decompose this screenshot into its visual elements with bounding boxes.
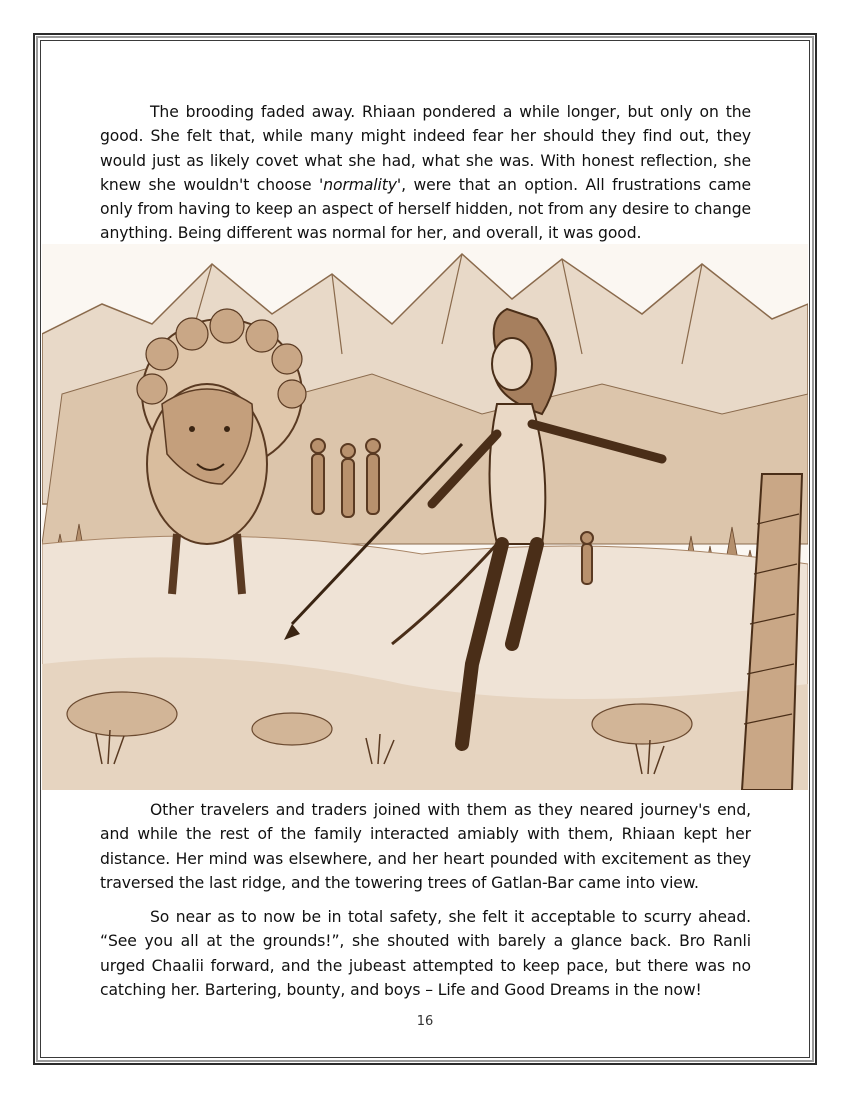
paragraph-brooding bbox=[100, 100, 751, 246]
page-number: 16 bbox=[416, 1014, 434, 1029]
paragraph-scurry-ahead: So near as to now be in total safety, she felt it acceptable to scurry ahead. “See you all at the grounds!”, she shouted with barely a glance back. Bro Ranli urged Chaalii forward, and the jubeast attempted to keep pace, but there was no catching her. Bartering, bounty, and boys – Life and Good Dreams in the now! bbox=[100, 908, 751, 1000]
paragraph-brooding-part-a: The brooding faded away. Rhiaan pondered a while longer, but only on the good. She felt that, while many might indeed fear her should they find out, they would just as likely covet what she had, what she was. With honest reflection, she knew she wouldn't choose bbox=[100, 103, 751, 194]
paragraph-travelers: Other travelers and traders joined with them as they neared journey's end, and while the rest of the family interacted amiably with them, Rhiaan kept her distance. Her mind was elsewhere, and her heart pounded with excitement as they traversed the last ridge, and the towering trees of Gatlan-Bar came into view. bbox=[100, 801, 751, 892]
top-text-block bbox=[100, 100, 751, 246]
bottom-text-block bbox=[100, 798, 751, 1002]
normality-emphasis: 'normality' bbox=[319, 175, 402, 194]
paragraph-brooding-part-b: , were that an option. All frustrations came only from having to keep an aspect of herself hidden, not from any desire to change anything. Being different was normal for her, and overall, it was good. bbox=[100, 175, 752, 243]
illustration-rhiaan-and-jubeast bbox=[42, 244, 808, 790]
